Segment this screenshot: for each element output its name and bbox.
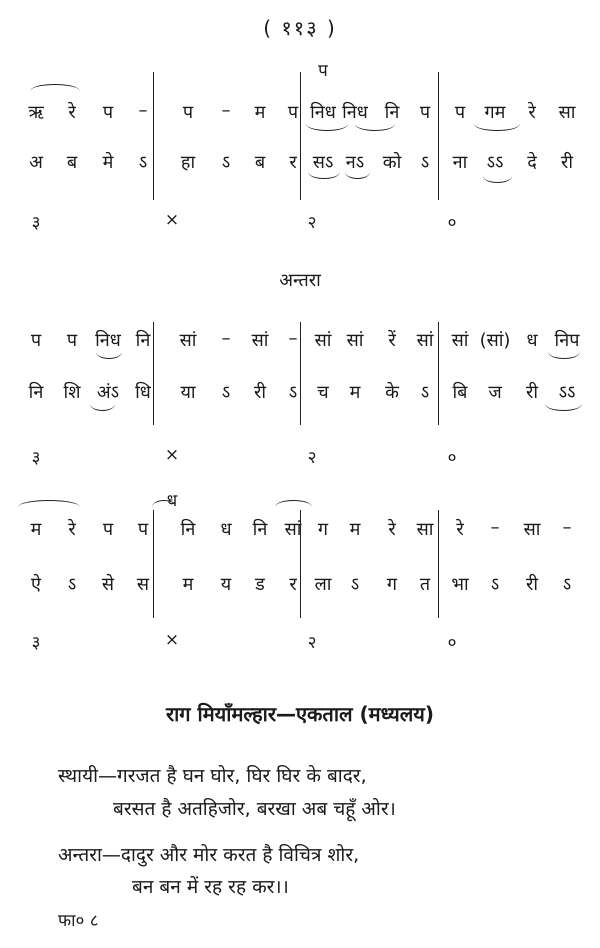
taal-beat-mark: ० [447, 448, 457, 468]
lyric-syllable: ब [66, 152, 78, 173]
swara-note: – [221, 328, 231, 349]
lyric-syllable: म [182, 574, 194, 595]
swara-note: निध [310, 102, 336, 123]
lyric-syllable: मे [102, 152, 114, 173]
lyric-syllable: ऽ [350, 574, 360, 595]
lyric-syllable: नऽ [345, 152, 365, 173]
taal-beat-mark: × [164, 630, 180, 650]
swara-note: रे [388, 519, 396, 540]
swara-note: निध [342, 102, 368, 123]
swara-note: सा [416, 519, 434, 540]
lyric-syllable: दे [527, 152, 537, 173]
vibhag-divider [438, 72, 439, 200]
swara-note: सां [284, 519, 302, 540]
swara-note: सां [251, 330, 269, 351]
swara-note: प [182, 102, 194, 123]
lyric-syllable: ब [254, 152, 266, 173]
taal-beat-mark: ३ [31, 448, 41, 468]
slur-arc [548, 352, 580, 359]
vibhag-divider [300, 510, 301, 618]
swara-note: ध [220, 519, 232, 540]
swara-note: (सां) [479, 330, 511, 351]
swara-note: म [30, 519, 42, 540]
swara-note: प [419, 102, 431, 123]
taal-beat-mark: २ [307, 213, 317, 233]
lyric-syllable: शि [63, 382, 81, 403]
lyric-syllable: सऽ [312, 152, 334, 173]
vibhag-divider [438, 510, 439, 618]
swara-note: नि [180, 519, 196, 540]
lyric-syllable: ना [452, 152, 468, 173]
lyric-syllable: री [560, 152, 574, 173]
lyric-syllable: री [253, 382, 267, 403]
slur-arc [152, 500, 176, 507]
lyric-syllable: नि [28, 382, 44, 403]
lyric-syllable: री [525, 382, 539, 403]
slur-arc [90, 404, 115, 411]
lyric-syllable: य [220, 574, 232, 595]
lyric-syllable: अ [29, 152, 43, 173]
swara-note: प [454, 102, 466, 123]
swara-note: प [30, 330, 42, 351]
slur-arc [306, 124, 348, 131]
swara-note: सा [523, 519, 541, 540]
taal-beat-mark: × [164, 445, 180, 465]
slur-arc [275, 500, 312, 507]
lyric-syllable: ऽऽ [486, 152, 504, 173]
taal-beat-mark: २ [307, 633, 317, 653]
swara-note: सां [179, 330, 197, 351]
lyric-syllable: को [382, 152, 402, 173]
antara-line-1: अन्तरा—दादुर और मोर करत है विचित्र शोर, [58, 844, 360, 866]
page-number: ( ११३ ) [263, 16, 337, 40]
taal-beat-mark: २ [307, 448, 317, 468]
lyric-syllable: हा [180, 152, 196, 173]
lyric-syllable: भा [451, 574, 469, 595]
swara-note: ग [317, 519, 329, 540]
swara-note: गम [484, 102, 506, 123]
swara-note: रे [528, 102, 536, 123]
lyric-syllable: र [289, 152, 297, 173]
swara-note: – [138, 100, 148, 121]
lyric-syllable: ऽऽ [558, 382, 576, 403]
taal-beat-mark: ० [447, 633, 457, 653]
slur-arc [18, 500, 80, 507]
lyric-syllable: ऐ [31, 574, 41, 595]
vibhag-divider [300, 72, 301, 200]
lyric-syllable: या [180, 382, 196, 403]
lyric-syllable: ज [488, 382, 502, 403]
swara-note: प [102, 519, 114, 540]
slur-arc [355, 124, 395, 131]
lyric-syllable: ऽ [420, 152, 430, 173]
lyric-syllable: ऽ [221, 382, 231, 403]
lyric-syllable: ला [314, 574, 332, 595]
swara-note: रे [68, 102, 76, 123]
swara-note: – [490, 517, 500, 538]
raga-title: राग मियाँमल्हार—एकताल (मध्यलय) [165, 702, 435, 726]
lyric-syllable: री [525, 574, 539, 595]
slur-arc [308, 172, 340, 179]
lyric-syllable: अंऽ [96, 382, 120, 403]
antara-line-2: बन बन में रह रह कर।। [132, 876, 289, 898]
lyric-syllable: ऽ [562, 574, 572, 595]
swara-note: सां [416, 330, 434, 351]
swara-note: नि [135, 330, 151, 351]
page-footer-signature: फा० ८ [58, 911, 99, 931]
taal-beat-mark: ३ [31, 633, 41, 653]
swara-note: म [349, 519, 361, 540]
swara-note: निध [95, 330, 121, 351]
lyric-syllable: ड [255, 574, 265, 595]
swara-note: ध [526, 330, 538, 351]
vibhag-divider [300, 322, 301, 425]
swara-note: म [254, 102, 266, 123]
sthayi-line-1: स्थायी—गरजत है घन घोर, घिर घिर के बादर, [58, 765, 367, 787]
lyric-syllable: त [419, 574, 431, 595]
lyric-syllable: र [289, 574, 297, 595]
taal-beat-mark: ३ [31, 213, 41, 233]
lyric-syllable: ऽ [67, 574, 77, 595]
swara-note: प [66, 330, 78, 351]
vibhag-divider [438, 322, 439, 425]
slur-arc [345, 172, 370, 179]
slur-arc [483, 176, 512, 183]
swara-note: नि [384, 102, 400, 123]
swara-note: प [102, 102, 114, 123]
swara-note: सा [558, 102, 576, 123]
lyric-syllable: ऽ [420, 382, 430, 403]
lyric-syllable: च [317, 382, 329, 403]
slur-arc [96, 352, 122, 359]
swara-note: प [287, 102, 299, 123]
antara-heading: अन्तरा [279, 270, 321, 291]
taal-beat-mark: ० [447, 213, 457, 233]
swara-note: प [137, 519, 149, 540]
slur-arc [30, 84, 80, 91]
lyric-syllable: म [349, 382, 361, 403]
lyric-syllable: ग [386, 574, 398, 595]
slur-arc [474, 124, 520, 131]
lyric-syllable: से [101, 574, 115, 595]
lyric-syllable: ऽ [490, 574, 500, 595]
vibhag-divider [153, 322, 154, 425]
swara-note: सां [314, 330, 332, 351]
swara-note: नि [252, 519, 268, 540]
lyric-syllable: स [136, 574, 150, 595]
sthayi-line-2: बरसत है अतहिजोर, बरखा अब चहूँ ओर। [113, 798, 396, 820]
swara-note: – [288, 328, 298, 349]
swara-note: ऋ [28, 102, 44, 123]
swara-note: रे [68, 519, 76, 540]
vibhag-divider [153, 510, 154, 618]
slur-arc [545, 404, 582, 411]
lyric-syllable: ऽ [221, 152, 231, 173]
swara-note: रें [388, 330, 396, 351]
swara-note: – [562, 517, 572, 538]
lyric-syllable: के [385, 382, 399, 403]
lyric-syllable: ऽ [288, 382, 298, 403]
grace-note: प [318, 61, 328, 81]
grace-note: ध [166, 491, 178, 511]
swara-note: सां [346, 330, 364, 351]
swara-note: – [221, 100, 231, 121]
lyric-syllable: धि [135, 382, 151, 403]
taal-beat-mark: × [164, 210, 180, 230]
swara-note: निप [554, 330, 580, 351]
lyric-syllable: बि [452, 382, 468, 403]
vibhag-divider [153, 72, 154, 200]
swara-note: सां [451, 330, 469, 351]
lyric-syllable: ऽ [138, 152, 148, 173]
swara-note: रे [456, 519, 464, 540]
